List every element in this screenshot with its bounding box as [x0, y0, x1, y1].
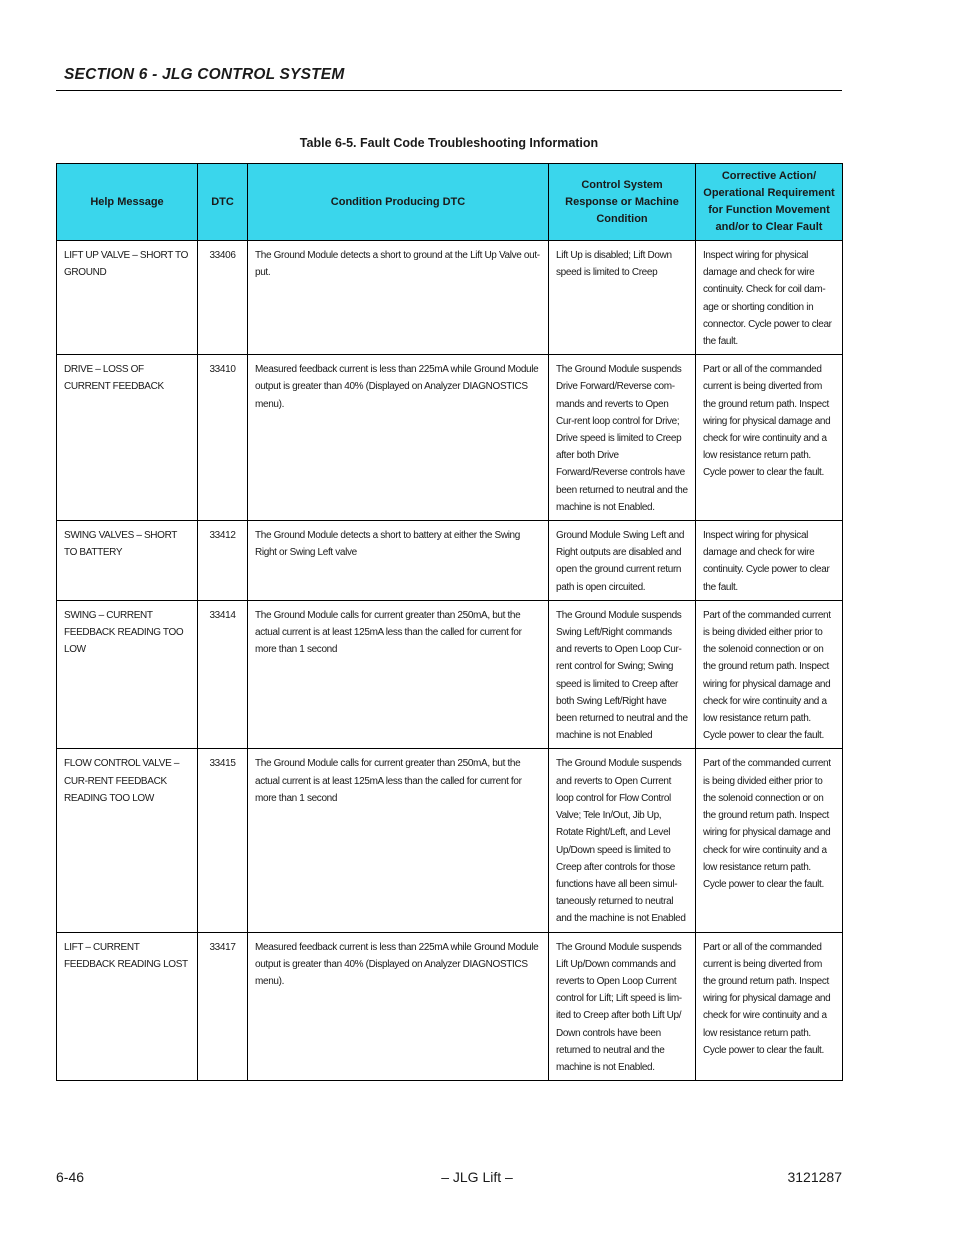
condition-cell: The Ground Module detects a short to ground at the Lift Up Valve out-put.	[248, 241, 549, 355]
action-cell: Inspect wiring for physical damage and check for wire continuity. Cycle power to clear the fault.	[696, 521, 843, 601]
condition-cell: Measured feedback current is less than 225mA while Ground Module output is greater than 40% (Displayed on Analyzer DIAGNOSTICS menu).	[248, 355, 549, 521]
dtc-cell: 33414	[198, 600, 248, 749]
condition-cell: The Ground Module detects a short to battery at either the Swing Right or Swing Left valve	[248, 521, 549, 601]
response-cell: The Ground Module suspends Drive Forward/Reverse com-mands and reverts to Open Cur-rent loop control for Drive; Drive speed is limited to Creep after both Drive Forward/Reverse controls have been returned to neutral and the machine is not Enabled.	[549, 355, 696, 521]
condition-cell: Measured feedback current is less than 225mA while Ground Module output is greater than 40% (Displayed on Analyzer DIAGNOSTICS menu).	[248, 932, 549, 1081]
help-message-cell: DRIVE – LOSS OF CURRENT FEEDBACK	[57, 355, 198, 521]
table-header-row	[57, 164, 843, 241]
response-cell: Ground Module Swing Left and Right outputs are disabled and open the ground current return path is open circuited.	[549, 521, 696, 601]
condition-cell: The Ground Module calls for current greater than 250mA, but the actual current is at least 125mA less than the called for current for more than 1 second	[248, 600, 549, 749]
response-cell: The Ground Module suspends Lift Up/Down commands and reverts to Open Loop Current control for Lift; Lift speed is lim-ited to Creep after both Lift Up/ Down controls have been returned to neutral and the machine is not Enabled.	[549, 932, 696, 1081]
dtc-cell: 33417	[198, 932, 248, 1081]
help-message-cell: LIFT – CURRENT FEEDBACK READING LOST	[57, 932, 198, 1081]
table-row	[57, 600, 843, 749]
dtc-cell: 33406	[198, 241, 248, 355]
footer-brand: – JLG Lift –	[441, 1169, 513, 1185]
action-cell: Part of the commanded current is being divided either prior to the solenoid connection or on the ground return path. Inspect wiring for physical damage and check for wire continuity and a low resistance return path. Cycle power to clear the fault.	[696, 600, 843, 749]
response-cell: The Ground Module suspends and reverts to Open Current loop control for Flow Control Valve; Tele In/Out, Jib Up, Rotate Right/Left, and Level Up/Down speed is limited to Creep after controls for those functions have all been simul-taneously returned to neutral and the machine is not Enabled	[549, 749, 696, 932]
column-header-dtc: DTC	[198, 164, 248, 241]
column-header-condition: Condition Producing DTC	[248, 164, 549, 241]
action-cell: Part or all of the commanded current is being diverted from the ground return path. Inspect wiring for physical damage and check for wire continuity and a low resistance return path. Cycle power to clear the fault.	[696, 355, 843, 521]
dtc-cell: 33415	[198, 749, 248, 932]
help-message-cell: SWING VALVES – SHORT TO BATTERY	[57, 521, 198, 601]
action-cell: Part or all of the commanded current is being diverted from the ground return path. Inspect wiring for physical damage and check for wire continuity and a low resistance return path. Cycle power to clear the fault.	[696, 932, 843, 1081]
page-number: 6-46	[56, 1169, 85, 1185]
action-cell: Part of the commanded current is being divided either prior to the solenoid connection or on the ground return path. Inspect wiring for physical damage and check for wire continuity and a low resistance return path. Cycle power to clear the fault.	[696, 749, 843, 932]
dtc-cell: 33412	[198, 521, 248, 601]
section-header	[56, 64, 842, 91]
column-header-response: Control System Response or Machine Condition	[549, 164, 696, 241]
table-row	[57, 521, 843, 601]
help-message-cell: SWING – CURRENT FEEDBACK READING TOO LOW	[57, 600, 198, 749]
condition-cell: The Ground Module calls for current greater than 250mA, but the actual current is at least 125mA less than the called for current for more than 1 second	[248, 749, 549, 932]
response-cell: Lift Up is disabled; Lift Down speed is limited to Creep	[549, 241, 696, 355]
response-cell: The Ground Module suspends Swing Left/Right commands and reverts to Open Loop Cur-rent control for Swing; Swing speed is limited to Creep after both Swing Left/Right have been returned to neutral and the machine is not Enabled	[549, 600, 696, 749]
fault-code-table	[56, 163, 843, 1081]
action-cell: Inspect wiring for physical damage and check for wire continuity. Check for coil dam-age or shorting condition in connector. Cycle power to clear the fault.	[696, 241, 843, 355]
column-header-corrective-action: Corrective Action/ Operational Requirement for Function Movement and/or to Clear Fault	[696, 164, 843, 241]
help-message-cell: FLOW CONTROL VALVE – CUR-RENT FEEDBACK READING TOO LOW	[57, 749, 198, 932]
dtc-cell: 33410	[198, 355, 248, 521]
help-message-cell: LIFT UP VALVE – SHORT TO GROUND	[57, 241, 198, 355]
document-number: 3121287	[787, 1169, 842, 1185]
section-title: SECTION 6 - JLG CONTROL SYSTEM	[64, 66, 345, 83]
table-row	[57, 749, 843, 932]
table-row	[57, 932, 843, 1081]
table-row	[57, 241, 843, 355]
table-caption: Table 6-5. Fault Code Troubleshooting Information	[299, 136, 599, 150]
column-header-help-message: Help Message	[57, 164, 198, 241]
table-row	[57, 355, 843, 521]
